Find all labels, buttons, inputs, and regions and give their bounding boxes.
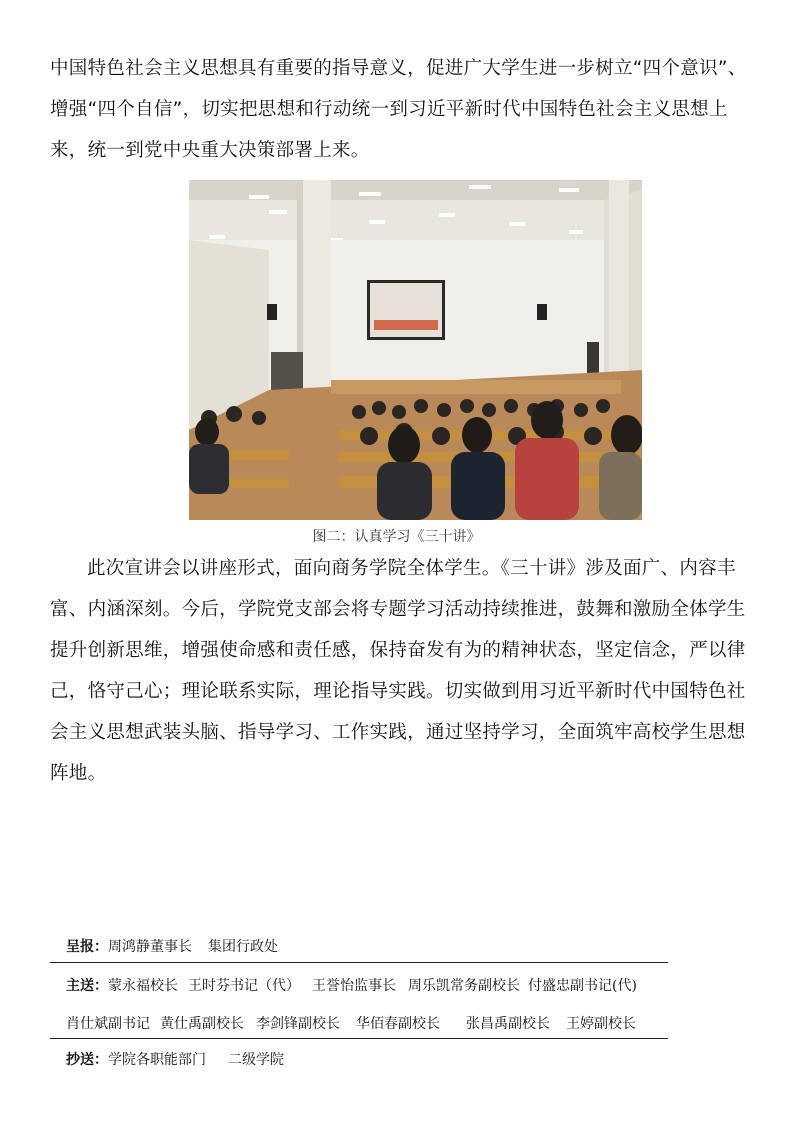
body-paragraph-1: 中国特色社会主义思想具有重要的指导意义，促进广大学生进一步树立“四个意识”、增强“四个自信”，切实把思想和行动统一到习近平新时代中国特色社会主义思想上来，统一到党中央重大决策部署上来。 bbox=[50, 58, 747, 161]
send-recipient: 黄仕禹副校长 bbox=[160, 1016, 244, 1032]
send-recipient: 王誉怡监事长 bbox=[312, 978, 396, 994]
send-recipient: 肖仕斌副书记 bbox=[66, 1016, 150, 1032]
divider bbox=[50, 1038, 668, 1039]
lecture-hall-photo bbox=[189, 180, 642, 520]
cc-recipient: 学院各职能部门 bbox=[108, 1052, 206, 1068]
cc-label: 抄送： bbox=[66, 1052, 108, 1068]
cc-recipient: 二级学院 bbox=[228, 1052, 284, 1068]
report-line bbox=[66, 936, 278, 956]
send-line-1 bbox=[66, 975, 637, 995]
report-label: 呈报： bbox=[66, 939, 108, 955]
report-recipient: 周鸿静董事长 bbox=[108, 939, 192, 955]
photo-caption: 图二：认真学习《三十讲》 bbox=[312, 529, 481, 545]
send-recipient: 张昌禹副校长 bbox=[466, 1016, 550, 1032]
send-recipient: 付盛忠副书记(代) bbox=[528, 978, 637, 994]
report-recipient: 集团行政处 bbox=[208, 939, 278, 955]
cc-line bbox=[66, 1049, 284, 1069]
body-paragraph-2: 此次宣讲会以讲座形式，面向商务学院全体学生。《三十讲》涉及面广、内容丰富、内涵深刻。今后，学院党支部会将专题学习活动持续推进，鼓舞和激励全体学生提升创新思维，增强使命感和责任感，保持奋发有为的精神状态，坚定信念，严以律己，恪守己心；理论联系实际，理论指导实践。切实做到用习近平新时代中国特色社会主义思想武装头脑、指导学习、工作实践，通过坚持学习，全面筑牢高校学生思想阵地。 bbox=[50, 558, 746, 784]
send-label: 主送： bbox=[66, 978, 108, 994]
send-recipient: 周乐凯常务副校长 bbox=[408, 978, 520, 994]
send-recipient: 蒙永福校长 bbox=[108, 978, 178, 994]
send-recipient: 华佰春副校长 bbox=[356, 1016, 440, 1032]
send-line-2 bbox=[66, 1013, 636, 1033]
divider bbox=[50, 962, 668, 963]
lecture-hall-illustration bbox=[189, 180, 642, 520]
send-recipient: 王婷副校长 bbox=[566, 1016, 636, 1032]
send-recipient: 王时芬书记（代） bbox=[188, 978, 300, 994]
send-recipient: 李剑锋副校长 bbox=[256, 1016, 340, 1032]
